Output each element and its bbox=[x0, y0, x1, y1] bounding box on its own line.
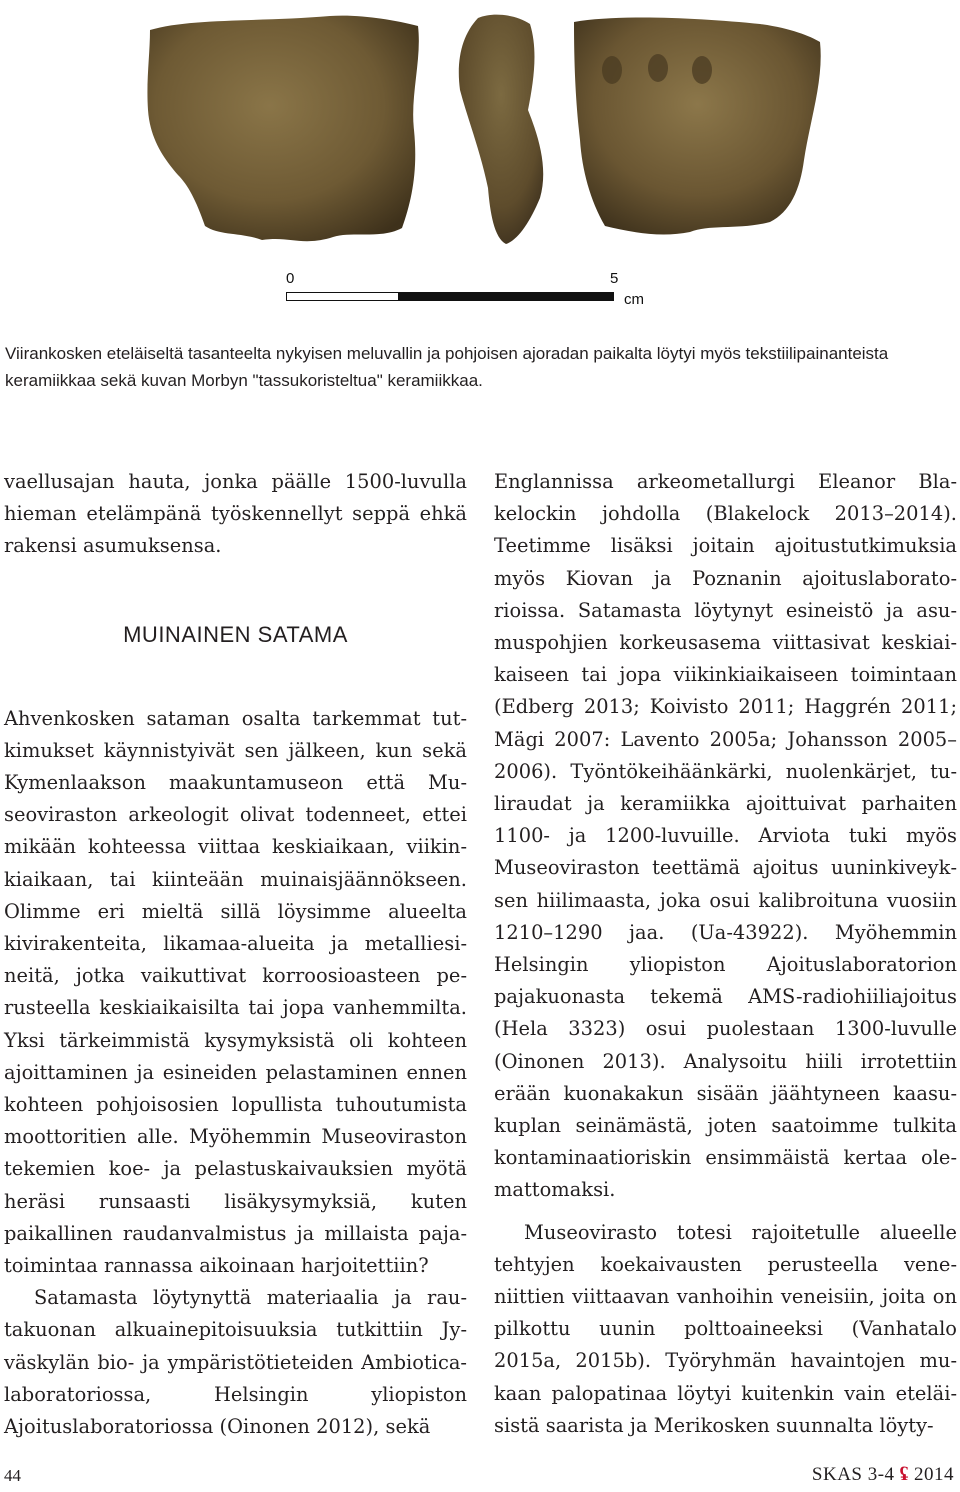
page-footer bbox=[0, 1462, 960, 1488]
right-paragraph-1: Englannissa arkeometallurgi Eleanor Blakelockin johdolla (Blakelock 2013–2014). Teetimme lisäksi joitain ajoitustutkimuksia myös Kiovan ja Poznanin ajoituslaboratorioissa. Satamasta löytynyt esineistö ja asumuspohjien korkeusasema viittasivat keskiaikaiseen tai jopa viikinkiaikaiseen toimintaan (Edberg 2013; Koivisto 2011; Haggrén 2011; Mägi 2007: Lavento 2005a; Johansson 2005–2006). Työntökeihäänkärki, nuolenkärjet, tuliraudat ja keramiikka ajoittuivat parhaiten 1100- ja 1200-luvuille. Arviota tuki myös Museoviraston teettämä ajoitus uuninkiveyksen hiilimaasta, joka osui kalibroituna vuosiin 1210–1290 jaa. (Ua-43922). Myöhemmin Helsingin yliopiston Ajoituslaboratorion pajakuonasta tekemä AMS-radiohiiliajoitus (Hela 3323) osui puolestaan 1300-luvulle (Oinonen 2013). Analysoitu hiili irrotettiin erään kuonakakun sisään jäähtyneen kaasukuplan seinämästä, joten saatoimme tulkita kontaminaatioriskin ensimmäistä kertaa olemattomaksi. bbox=[494, 470, 957, 1202]
right-column bbox=[494, 466, 957, 1442]
paragraph-gap bbox=[494, 1207, 957, 1217]
scale-end-label: 5 bbox=[610, 270, 619, 287]
journal-name: SKAS 3-4 bbox=[811, 1464, 895, 1485]
sherd-left bbox=[147, 16, 418, 242]
left-paragraph-1: Ahvenkosken sataman osalta tarkemmat tutkimukset käynnistyivät sen jälkeen, kun sekä Kymenlaakson maakuntamuseon että Museoviraston arkeologit olivat todenneet, ettei mikään kohteessa viittaa keskiaikaan, viikinkiaikaan, tai kiinteään muinaisjäännökseen. Olimme eri mieltä sillä löysimme alueelta kivirakenteita, likamaa-alueita ja metalliesineitä, jotka vaikuttivat korroosioasteen perusteella keskiaikaisilta tai jopa vanhemmilta. Yksi tärkeimmistä kysymyksistä oli kohteen ajoittaminen ja esineiden pelastaminen ennen kohteen pohjoisosien lopullista tuhoutumista moottoritien alle. Myöhemmin Museoviraston tekemien koe- ja pelastuskaivauksien myötä heräsi runsaasti lisäkysymyksiä, kuten paikallinen raudanvalmistus ja millaista pajatoimintaa rannassa aikoinaan harjoitettiin? bbox=[4, 706, 467, 1278]
scale-bar bbox=[280, 270, 660, 312]
scale-segment-white bbox=[287, 293, 398, 300]
sherd-right bbox=[574, 18, 821, 235]
scale-track bbox=[286, 292, 614, 301]
scale-segment-black bbox=[398, 293, 613, 300]
left-column bbox=[4, 466, 467, 1443]
journal-title bbox=[812, 1464, 954, 1486]
right-paragraph-2: Museovirasto totesi rajoitetulle alueelle tehtyjen koekaivausten perusteella veneniittien viittaavan vanhoihin veneisiin, joita on pilkottu uunin polttoaineeksi (Vanhatalo 2015a, 2015b). Työryhmän havaintojen mukaan palopatinaa löytyi kuitenkin vain eteläisistä saarista ja Merikosken suunnalta löyty- bbox=[494, 1220, 957, 1437]
skas-emblem-icon: ʢ bbox=[899, 1464, 909, 1485]
scale-start-label: 0 bbox=[286, 270, 295, 287]
left-paragraph-2: Satamasta löytynyttä materiaalia ja rautakuonan alkuainepitoisuuksia tutkittiin Jyväskylän bio- ja ympäristötieteiden Ambiotica- laboratoriossa, Helsingin yliopiston Ajoituslaboratoriossa (Oinonen 2012), sekä bbox=[4, 1286, 467, 1439]
pottery-sherds-photo bbox=[0, 0, 960, 250]
scale-unit-label: cm bbox=[624, 291, 644, 308]
page-number: 44 bbox=[4, 1466, 21, 1485]
figure-caption: Viirankosken eteläiseltä tasanteelta nykyisen meluvallin ja pohjoisen ajoradan paikalta löytyi myös tekstiilipainanteista keramiikkaa sekä kuvan Morbyn "tassukoristeltua" keramiikkaa. bbox=[5, 344, 889, 390]
sherd-middle bbox=[459, 15, 543, 244]
section-heading: MUINAINEN SATAMA bbox=[123, 621, 348, 647]
pottery-sherds-illustration bbox=[0, 0, 960, 250]
journal-year: 2014 bbox=[914, 1464, 954, 1485]
left-intro-paragraph: vaellusajan hauta, jonka päälle 1500-luvulla hieman etelämpänä työskennellyt seppä ehkä rakensi asumuksensa. bbox=[4, 470, 467, 558]
